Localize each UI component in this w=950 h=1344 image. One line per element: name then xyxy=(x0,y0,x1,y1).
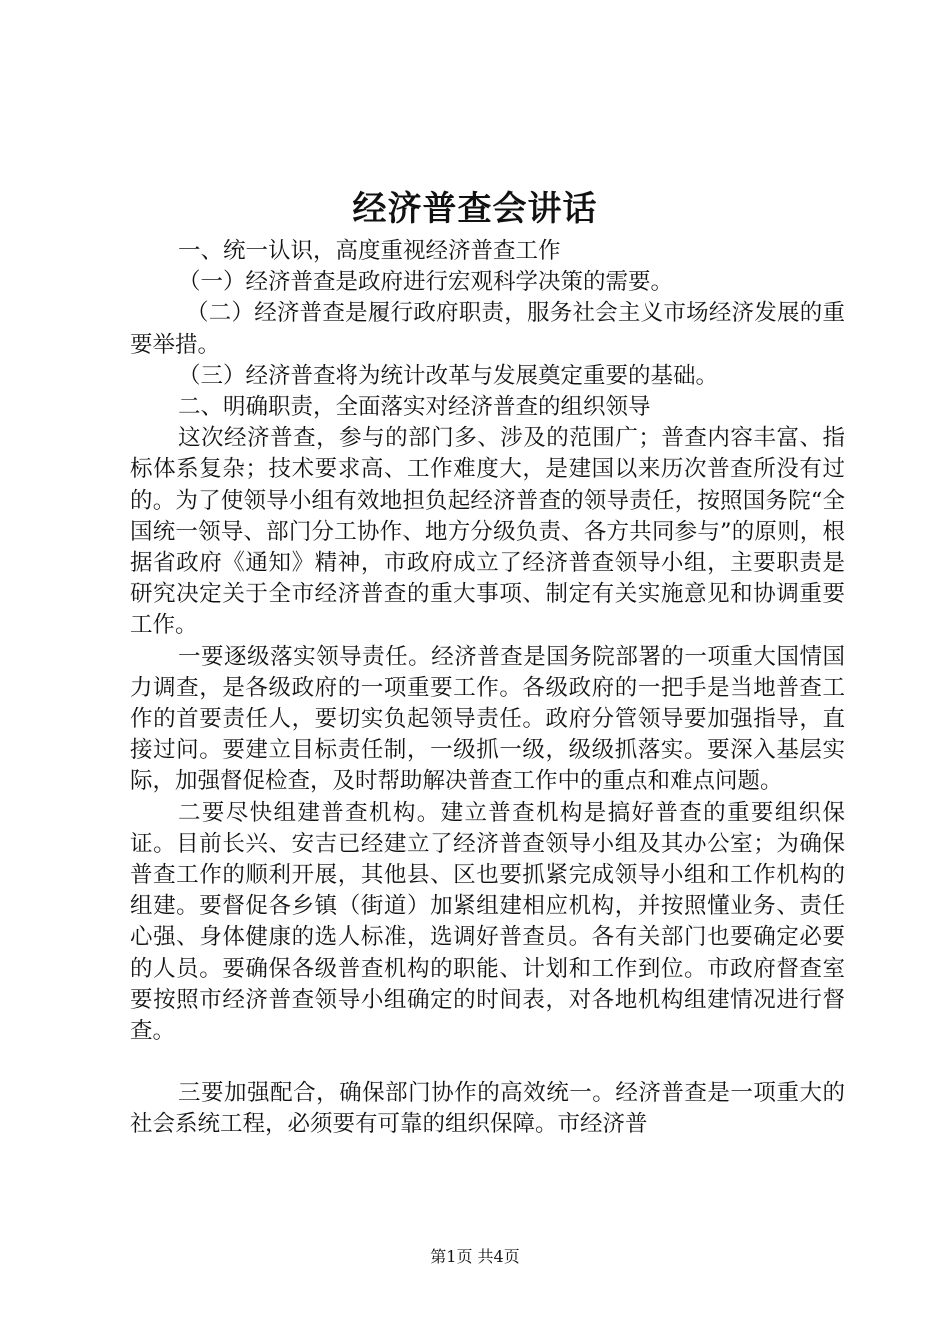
document-title: 经济普查会讲话 xyxy=(352,189,598,229)
document-body xyxy=(130,236,845,1141)
body-paragraph: 一要逐级落实领导责任。经济普查是国务院部署的一项重大国情国力调查，是各级政府的一项重要工作。各级政府的一把手是当地普查工作的首要责任人，要切实负起领导责任。政府分管领导要加强指导，直接过问。要建立目标责任制，一级抓一级，级级抓落实。要深入基层实际，加强督促检查，及时帮助解决普查工作中的重点和难点问题。 xyxy=(130,643,845,795)
subsection-2: （二）经济普查是履行政府职责，服务社会主义市场经济发展的重要举措。 xyxy=(130,300,845,358)
subsection-1: （一）经济普查是政府进行宏观科学决策的需要。 xyxy=(178,269,674,296)
section-heading-1: 一、统一认识，高度重视经济普查工作 xyxy=(178,238,561,264)
body-paragraph: 这次经济普查，参与的部门多、涉及的范围广；普查内容丰富、指标体系复杂；技术要求高、工作难度大，是建国以来历次普查所没有过的。为了使领导小组有效地担负起经济普查的领导责任，按照国务院“全国统一领导、部门分工协作、地方分级负责、各方共同参与”的原则，根据省政府《通知》精神，市政府成立了经济普查领导小组，主要职责是研究决定关于全市经济普查的重大事项、制定有关实施意见和协调重要工作。 xyxy=(130,425,845,639)
page-footer: 第1页 共4页 xyxy=(430,1247,520,1266)
subsection-3: （三）经济普查将为统计改革与发展奠定重要的基础。 xyxy=(178,362,719,389)
body-paragraph: 三要加强配合，确保部门协作的高效统一。经济普查是一项重大的社会系统工程，必须要有可靠的组织保障。市经济普 xyxy=(130,1080,845,1138)
section-heading-2: 二、明确职责，全面落实对经济普查的组织领导 xyxy=(178,394,651,421)
body-paragraph: 二要尽快组建普查机构。建立普查机构是搞好普查的重要组织保证。目前长兴、安吉已经建立了经济普查领导小组及其办公室；为确保普查工作的顺利开展，其他县、区也要抓紧完成领导小组和工作机构的组建。要督促各乡镇（街道）加紧组建相应机构，并按照懂业务、责任心强、身体健康的选人标准，选调好普查员。各有关部门也要确定必要的人员。要确保各级普查机构的职能、计划和工作到位。市政府督查室要按照市经济普查领导小组确定的时间表，对各地机构组建情况进行督查。 xyxy=(130,799,845,1045)
